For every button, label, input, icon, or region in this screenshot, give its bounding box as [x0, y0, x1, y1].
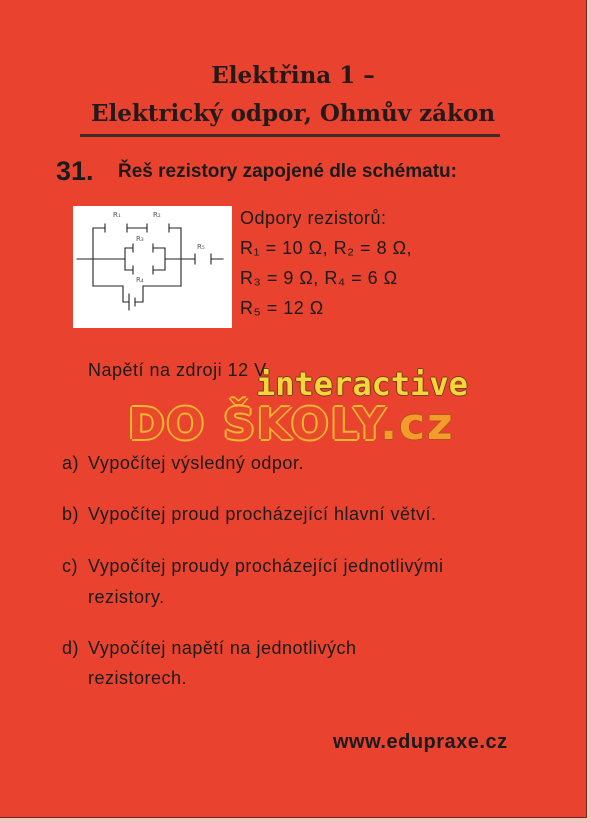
- watermark-do-skoly-suffix: .cz: [380, 399, 455, 450]
- title-divider: [80, 134, 500, 137]
- watermark-do-skoly-main: DO ŠKOLY: [128, 399, 381, 450]
- question-a-text: Vypočítej výsledný odpor.: [88, 453, 304, 473]
- watermark-do-skoly: [128, 400, 455, 450]
- question-d-text-line-2: rezistorech.: [88, 668, 188, 688]
- resistor-r1-symbol: [93, 224, 147, 232]
- question-c-label: c): [62, 556, 78, 576]
- circuit-diagram: [73, 206, 232, 328]
- resistors-line-2: R₃ = 9 Ω, R₄ = 6 Ω: [240, 268, 398, 288]
- wire-middle-right: [165, 248, 181, 270]
- diagram-label-r2: R₂: [153, 211, 161, 219]
- watermark-interactive: interactive: [256, 365, 468, 403]
- source-voltage: Napětí na zdroji 12 V: [88, 360, 267, 380]
- title-line-2: Elektrický odpor, Ohmův zákon: [90, 100, 496, 127]
- title-line-1: Elektřina 1 –: [211, 62, 375, 89]
- question-a-label: a): [62, 453, 80, 473]
- question-d-text-line-1: Vypočítej napětí na jednotlivých: [88, 638, 357, 658]
- diagram-label-r1: R₁: [113, 211, 121, 219]
- task-number: 31.: [56, 156, 94, 186]
- resistor-r5-symbol: [181, 254, 223, 264]
- diagram-label-r5: R₅: [197, 243, 205, 251]
- resistor-r2-symbol: [147, 224, 181, 232]
- resistors-line-3: R₅ = 12 Ω: [240, 298, 324, 318]
- question-d-label: d): [62, 638, 80, 658]
- diagram-label-r4: R₄: [136, 276, 144, 284]
- resistors-line-1: R₁ = 10 Ω, R₂ = 8 Ω,: [240, 238, 413, 258]
- resistor-r4-symbol: [125, 266, 165, 274]
- task-instruction: Řeš rezistory zapojené dle schématu:: [118, 161, 457, 182]
- circuit-schematic: [73, 206, 232, 328]
- diagram-label-r3: R₃: [136, 235, 144, 243]
- resistor-r3-symbol: [125, 244, 165, 252]
- resistors-heading: Odpory rezistorů:: [240, 208, 387, 228]
- question-c-text-line-1: Vypočítej proudy procházející jednotlivými: [88, 556, 444, 576]
- question-b-text: Vypočítej proud procházející hlavní větví.: [88, 504, 437, 524]
- battery-symbol: [129, 294, 135, 310]
- footer-website: www.edupraxe.cz: [333, 731, 508, 753]
- question-c-text-line-2: rezistory.: [88, 587, 165, 607]
- question-b-label: b): [62, 504, 80, 524]
- wire-bottom: [93, 286, 181, 302]
- wire-middle-left: [77, 248, 125, 270]
